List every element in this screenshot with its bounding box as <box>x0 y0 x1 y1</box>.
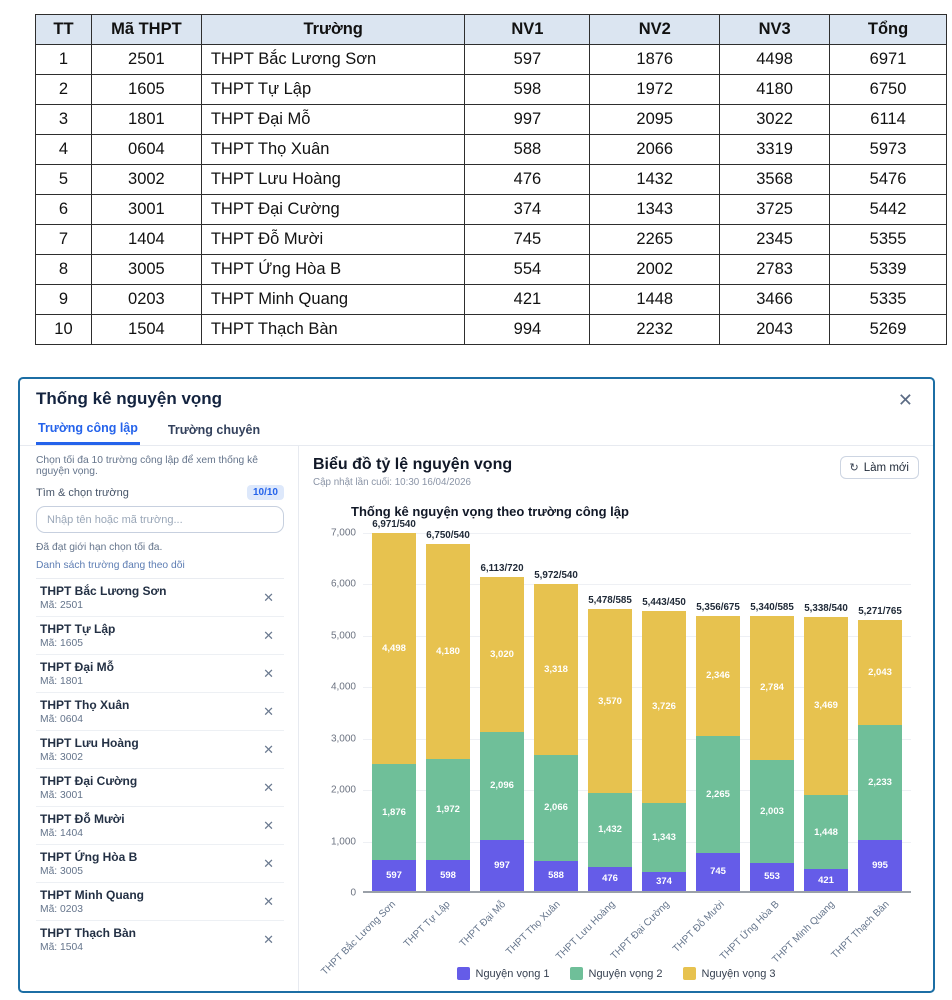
remove-school-icon[interactable]: ✕ <box>255 702 282 722</box>
statistics-modal <box>18 377 935 993</box>
school-name: THPT Thạch Bàn <box>40 926 137 940</box>
list-item <box>36 807 284 845</box>
x-axis-label-text: THPT Thạch Bàn <box>829 899 892 962</box>
table-cell: 3319 <box>720 135 830 165</box>
table-cell: 5476 <box>830 165 947 195</box>
bar-segment-nv2 <box>642 803 686 872</box>
table-cell: 1972 <box>590 75 720 105</box>
bar-total-label: 5,340/585 <box>750 602 794 614</box>
stacked-bar <box>858 605 902 891</box>
table-cell: 2265 <box>590 225 720 255</box>
list-item <box>36 617 284 655</box>
school-name: THPT Đại Mỗ <box>40 660 114 674</box>
table-cell: 6971 <box>830 45 947 75</box>
table-cell: THPT Thọ Xuân <box>201 135 465 165</box>
x-axis-label-text: THPT Minh Quang <box>769 899 837 966</box>
bars-container <box>363 518 911 891</box>
table-cell: 5339 <box>830 255 947 285</box>
table-row <box>36 135 947 165</box>
x-axis-label-text: THPT Tự Lập <box>402 899 453 950</box>
school-code: Mã: 3001 <box>40 790 83 801</box>
table-cell: 5 <box>36 165 92 195</box>
y-axis-tick-label: 2,000 <box>330 784 356 796</box>
table-cell: 0604 <box>91 135 201 165</box>
table-cell: 1343 <box>590 195 720 225</box>
school-name: THPT Đỗ Mười <box>40 812 125 826</box>
bar-segment-nv1 <box>750 863 794 891</box>
table-cell: 2066 <box>590 135 720 165</box>
segment-value-label: 1,432 <box>598 824 622 836</box>
ranking-table <box>35 14 947 345</box>
table-header-cell: Tổng <box>830 15 947 45</box>
table-cell: 2043 <box>720 315 830 345</box>
bar-segment-nv1 <box>534 861 578 891</box>
table-cell: 3022 <box>720 105 830 135</box>
list-item <box>36 845 284 883</box>
table-cell: THPT Tự Lập <box>201 75 465 105</box>
segment-value-label: 553 <box>764 871 780 883</box>
segment-value-label: 2,346 <box>706 670 730 682</box>
table-cell: 6 <box>36 195 92 225</box>
bar-total-label: 5,271/765 <box>858 605 902 617</box>
watchlist-title: Danh sách trường đang theo dõi <box>36 560 185 571</box>
table-cell: 4 <box>36 135 92 165</box>
tab-truong-chuyen[interactable]: Trường chuyên <box>166 419 262 445</box>
bar-segment-nv3 <box>426 544 470 759</box>
table-cell: 374 <box>465 195 590 225</box>
table-header-cell: NV2 <box>590 15 720 45</box>
chart-panel <box>299 446 933 991</box>
bar-segment-nv1 <box>480 840 524 891</box>
bar-segment-nv2 <box>588 793 632 867</box>
bar-total-label: 5,338/540 <box>804 602 848 614</box>
school-name: THPT Bắc Lương Sơn <box>40 584 167 598</box>
table-cell: 5335 <box>830 285 947 315</box>
segment-value-label: 2,043 <box>868 666 892 678</box>
table-cell: 2345 <box>720 225 830 255</box>
table-row <box>36 165 947 195</box>
table-cell: 3568 <box>720 165 830 195</box>
bar-total-label: 5,972/540 <box>534 569 578 581</box>
search-row <box>36 485 284 500</box>
remove-school-icon[interactable]: ✕ <box>255 778 282 798</box>
legend-label: Nguyện vọng 3 <box>701 967 776 980</box>
remove-school-icon[interactable]: ✕ <box>255 892 282 912</box>
bar-segment-nv1 <box>804 869 848 891</box>
table-header-cell: Trường <box>201 15 465 45</box>
table-cell: THPT Ứng Hòa B <box>201 255 465 285</box>
close-icon[interactable]: ✕ <box>892 389 919 411</box>
bar-segment-nv3 <box>588 609 632 793</box>
bar-segment-nv3 <box>372 533 416 764</box>
bar-segment-nv2 <box>696 736 740 852</box>
x-axis-label-text: THPT Ứng Hòa B <box>718 899 782 963</box>
table-cell: 1605 <box>91 75 201 105</box>
table-cell: 3001 <box>91 195 201 225</box>
school-info <box>40 622 115 649</box>
segment-value-label: 997 <box>494 859 510 871</box>
modal-header <box>20 379 933 411</box>
selection-count-badge: 10/10 <box>247 485 284 500</box>
table-header-cell: NV1 <box>465 15 590 45</box>
segment-value-label: 1,343 <box>652 831 676 843</box>
segment-value-label: 3,726 <box>652 701 676 713</box>
school-code: Mã: 1404 <box>40 828 83 839</box>
segment-value-label: 374 <box>656 875 672 887</box>
x-axis-label-text: THPT Đại Cường <box>609 899 673 962</box>
selection-hint: Chọn tối đa 10 trường công lập để xem thống kê nguyện vọng. <box>36 455 259 477</box>
table-row <box>36 75 947 105</box>
segment-value-label: 745 <box>710 866 726 878</box>
table-header-cell: NV3 <box>720 15 830 45</box>
segment-value-label: 3,469 <box>814 700 838 712</box>
table-header-cell: Mã THPT <box>91 15 201 45</box>
refresh-icon: ↻ <box>849 462 859 474</box>
bar-segment-nv1 <box>426 860 470 891</box>
bar-segment-nv3 <box>858 620 902 725</box>
x-axis-label-text: THPT Lưu Hoàng <box>553 899 618 963</box>
segment-value-label: 2,233 <box>868 776 892 788</box>
school-info <box>40 774 137 801</box>
remove-school-icon[interactable]: ✕ <box>255 664 282 684</box>
segment-value-label: 3,318 <box>544 663 568 675</box>
table-cell: 9 <box>36 285 92 315</box>
table-row <box>36 105 947 135</box>
limit-note: Đã đạt giới hạn chọn tối đa. <box>36 542 163 553</box>
table-cell: 421 <box>465 285 590 315</box>
legend-label: Nguyện vọng 1 <box>475 967 550 980</box>
table-cell: 1404 <box>91 225 201 255</box>
segment-value-label: 1,972 <box>436 804 460 816</box>
bar-total-label: 6,113/720 <box>480 562 524 574</box>
ranking-table-section <box>0 0 952 345</box>
table-cell: 598 <box>465 75 590 105</box>
bar-segment-nv2 <box>372 764 416 860</box>
table-cell: 5355 <box>830 225 947 255</box>
remove-school-icon[interactable]: ✕ <box>255 588 282 608</box>
table-cell: 2232 <box>590 315 720 345</box>
stacked-bar <box>642 597 686 891</box>
table-cell: THPT Bắc Lương Sơn <box>201 45 465 75</box>
school-code: Mã: 2501 <box>40 600 83 611</box>
segment-value-label: 598 <box>440 870 456 882</box>
remove-school-icon[interactable]: ✕ <box>255 930 282 950</box>
table-cell: 3725 <box>720 195 830 225</box>
x-axis-label-text: THPT Đỗ Mười <box>671 899 727 955</box>
remove-school-icon[interactable]: ✕ <box>255 740 282 760</box>
stacked-bar <box>480 562 524 891</box>
table-row <box>36 285 947 315</box>
y-axis-tick-label: 5,000 <box>330 630 356 642</box>
bar-segment-nv3 <box>696 616 740 737</box>
bar-segment-nv1 <box>588 867 632 891</box>
stacked-bar <box>534 569 578 891</box>
bar-total-label: 6,971/540 <box>372 518 416 530</box>
table-cell: 588 <box>465 135 590 165</box>
school-code: Mã: 1504 <box>40 942 83 953</box>
segment-value-label: 421 <box>818 874 834 886</box>
table-cell: 2002 <box>590 255 720 285</box>
table-cell: THPT Minh Quang <box>201 285 465 315</box>
list-item <box>36 579 284 617</box>
school-code: Mã: 1605 <box>40 638 83 649</box>
school-info <box>40 660 114 687</box>
stacked-bar <box>372 518 416 891</box>
school-info <box>40 736 139 763</box>
x-axis-label-text: THPT Bắc Lương Sơn <box>319 899 399 978</box>
table-header-row <box>36 15 947 45</box>
table-cell: 0203 <box>91 285 201 315</box>
bar-segment-nv2 <box>480 732 524 840</box>
table-cell: 2095 <box>590 105 720 135</box>
list-item <box>36 693 284 731</box>
table-header-cell: TT <box>36 15 92 45</box>
x-axis-label-text: THPT Thọ Xuân <box>503 899 563 958</box>
modal-body <box>20 446 933 991</box>
stacked-bar <box>588 595 632 891</box>
segment-value-label: 2,003 <box>760 805 784 817</box>
table-cell: 5973 <box>830 135 947 165</box>
legend-label: Nguyện vọng 2 <box>588 967 663 980</box>
search-label: Tìm & chọn trường <box>36 486 129 499</box>
segment-value-label: 2,784 <box>760 682 784 694</box>
table-cell: 10 <box>36 315 92 345</box>
list-item <box>36 921 284 958</box>
school-info <box>40 926 136 953</box>
segment-value-label: 4,498 <box>382 642 406 654</box>
table-cell: 3005 <box>91 255 201 285</box>
search-input[interactable] <box>36 506 284 533</box>
segment-value-label: 3,570 <box>598 695 622 707</box>
segment-value-label: 476 <box>602 873 618 885</box>
table-cell: 2 <box>36 75 92 105</box>
bar-segment-nv3 <box>750 616 794 759</box>
list-item <box>36 731 284 769</box>
table-cell: 3 <box>36 105 92 135</box>
table-cell: 997 <box>465 105 590 135</box>
y-axis-tick-label: 4,000 <box>330 681 356 693</box>
bar-segment-nv3 <box>642 611 686 803</box>
table-cell: 597 <box>465 45 590 75</box>
bar-total-label: 5,443/450 <box>642 597 686 609</box>
stacked-bar <box>426 529 470 891</box>
bar-segment-nv1 <box>372 860 416 891</box>
segment-value-label: 2,066 <box>544 802 568 814</box>
school-name: THPT Lưu Hoàng <box>40 736 139 750</box>
table-cell: 4498 <box>720 45 830 75</box>
bar-total-label: 5,356/675 <box>696 601 740 613</box>
table-cell: 2501 <box>91 45 201 75</box>
tab-bar <box>20 411 933 446</box>
segment-value-label: 1,448 <box>814 826 838 838</box>
table-cell: 3002 <box>91 165 201 195</box>
y-axis-tick-label: 1,000 <box>330 836 356 848</box>
bar-segment-nv1 <box>696 853 740 891</box>
school-name: THPT Thọ Xuân <box>40 698 130 712</box>
list-item <box>36 655 284 693</box>
school-info <box>40 812 125 839</box>
bar-segment-nv2 <box>750 760 794 863</box>
bar-segment-nv2 <box>804 795 848 869</box>
table-cell: THPT Đại Cường <box>201 195 465 225</box>
school-info <box>40 888 144 915</box>
chart-panel-title: Biểu đồ tỷ lệ nguyện vọng <box>313 456 513 473</box>
table-cell: 1801 <box>91 105 201 135</box>
remove-school-icon[interactable]: ✕ <box>255 816 282 836</box>
school-code: Mã: 0203 <box>40 904 83 915</box>
table-cell: 3466 <box>720 285 830 315</box>
school-info <box>40 584 166 611</box>
school-name: THPT Ứng Hòa B <box>40 850 138 864</box>
school-name: THPT Tự Lập <box>40 622 116 636</box>
segment-value-label: 4,180 <box>436 645 460 657</box>
y-axis-tick-label: 7,000 <box>330 527 356 539</box>
table-cell: 2783 <box>720 255 830 285</box>
bar-segment-nv1 <box>642 872 686 891</box>
table-cell: 476 <box>465 165 590 195</box>
stacked-bar <box>696 601 740 891</box>
table-cell: 8 <box>36 255 92 285</box>
table-cell: 994 <box>465 315 590 345</box>
bar-segment-nv2 <box>534 755 578 861</box>
table-cell: 1876 <box>590 45 720 75</box>
table-cell: THPT Đại Mỗ <box>201 105 465 135</box>
table-cell: 5442 <box>830 195 947 225</box>
table-row <box>36 45 947 75</box>
table-row <box>36 315 947 345</box>
school-code: Mã: 0604 <box>40 714 83 725</box>
y-axis-tick-label: 6,000 <box>330 578 356 590</box>
segment-value-label: 2,096 <box>490 780 514 792</box>
tab-truong-cong-lap[interactable]: Trường công lập <box>36 419 140 445</box>
stacked-bar-chart <box>319 518 911 981</box>
y-axis-tick-label: 3,000 <box>330 733 356 745</box>
table-cell: THPT Thạch Bàn <box>201 315 465 345</box>
refresh-button[interactable] <box>840 456 919 479</box>
stacked-bar <box>750 602 794 891</box>
bar-segment-nv3 <box>804 617 848 795</box>
table-row <box>36 255 947 285</box>
list-item <box>36 769 284 807</box>
segment-value-label: 588 <box>548 870 564 882</box>
remove-school-icon[interactable]: ✕ <box>255 854 282 874</box>
school-name: THPT Đại Cường <box>40 774 138 788</box>
table-cell: 5269 <box>830 315 947 345</box>
school-name: THPT Minh Quang <box>40 888 144 902</box>
segment-value-label: 2,265 <box>706 788 730 800</box>
remove-school-icon[interactable]: ✕ <box>255 626 282 646</box>
school-info <box>40 698 129 725</box>
table-cell: 6750 <box>830 75 947 105</box>
bar-segment-nv1 <box>858 840 902 891</box>
table-cell: THPT Đỗ Mười <box>201 225 465 255</box>
table-cell: THPT Lưu Hoàng <box>201 165 465 195</box>
school-code: Mã: 3002 <box>40 752 83 763</box>
last-updated-text: Cập nhật lần cuối: 10:30 16/04/2026 <box>313 477 471 488</box>
segment-value-label: 995 <box>872 859 888 871</box>
segment-value-label: 597 <box>386 870 402 882</box>
table-cell: 554 <box>465 255 590 285</box>
bar-segment-nv3 <box>480 577 524 732</box>
list-item <box>36 883 284 921</box>
school-watchlist <box>36 578 284 985</box>
chart-panel-header <box>313 456 919 488</box>
table-row <box>36 195 947 225</box>
school-sidebar <box>20 446 299 991</box>
bar-segment-nv3 <box>534 584 578 755</box>
chart-title: Thống kê nguyện vọng theo trường công lập <box>351 504 629 519</box>
table-cell: 1504 <box>91 315 201 345</box>
x-axis-label-text: THPT Đại Mỗ <box>457 899 508 950</box>
bar-segment-nv2 <box>426 759 470 860</box>
refresh-label: Làm mới <box>863 461 909 474</box>
table-cell: 1432 <box>590 165 720 195</box>
bar-total-label: 5,478/585 <box>588 595 632 607</box>
chart-plot-area <box>330 518 911 899</box>
table-cell: 1448 <box>590 285 720 315</box>
table-cell: 7 <box>36 225 92 255</box>
school-info <box>40 850 137 877</box>
table-cell: 1 <box>36 45 92 75</box>
bar-total-label: 6,750/540 <box>426 529 470 541</box>
y-axis-tick-label: 0 <box>350 887 356 899</box>
bar-segment-nv2 <box>858 725 902 840</box>
table-cell: 4180 <box>720 75 830 105</box>
segment-value-label: 3,020 <box>490 648 514 660</box>
table-row <box>36 225 947 255</box>
segment-value-label: 1,876 <box>382 806 406 818</box>
chart-x-axis-labels <box>319 893 911 981</box>
table-cell: 745 <box>465 225 590 255</box>
table-cell: 6114 <box>830 105 947 135</box>
school-code: Mã: 3005 <box>40 866 83 877</box>
modal-title: Thống kê nguyện vọng <box>36 389 223 408</box>
stacked-bar <box>804 602 848 891</box>
school-code: Mã: 1801 <box>40 676 83 687</box>
